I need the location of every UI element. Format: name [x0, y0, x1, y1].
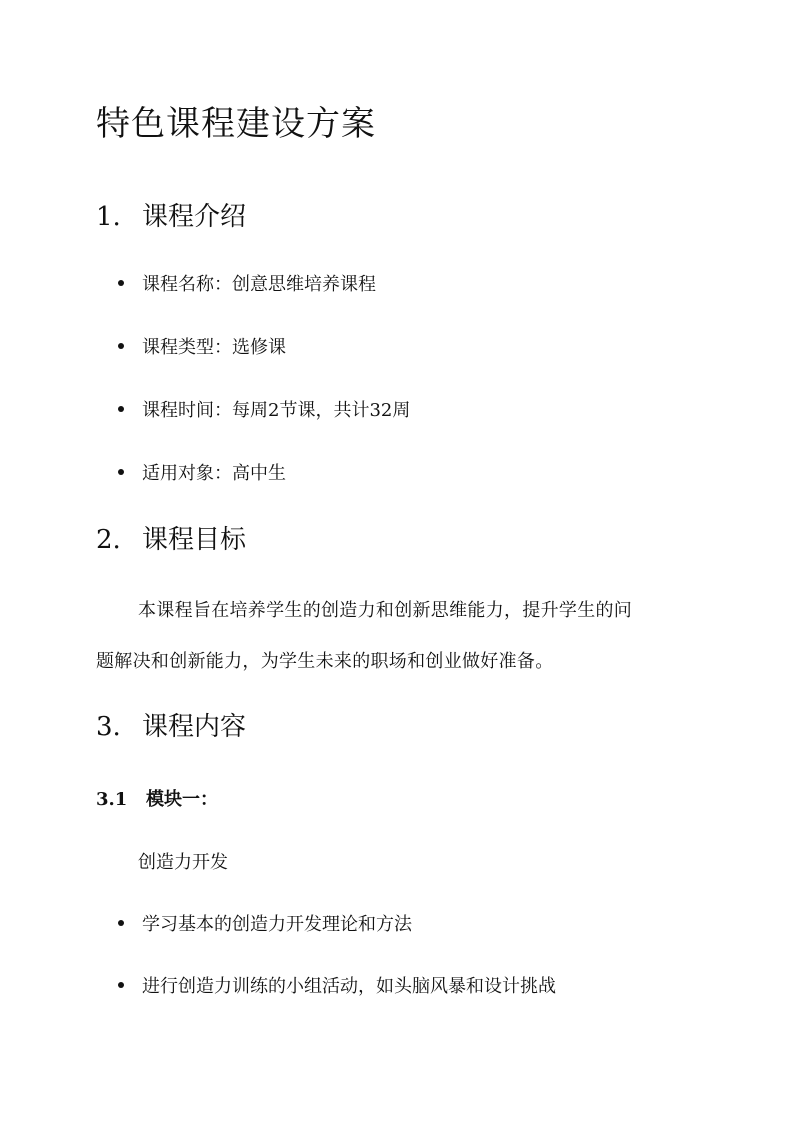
- list-item-text: 进行创造力训练的小组活动，如头脑风暴和设计挑战: [142, 976, 556, 997]
- bullet-dot: [118, 920, 124, 926]
- subsection-number: 3.1: [96, 789, 128, 810]
- list-item: [118, 333, 286, 359]
- bullet-dot: [118, 343, 124, 349]
- section-title: 课程介绍: [142, 202, 247, 232]
- bullet-dot: [118, 406, 124, 412]
- list-item: [118, 972, 556, 998]
- list-item-text: 适用对象：高中生: [142, 463, 286, 484]
- list-item-text: 课程类型：选修课: [142, 337, 286, 358]
- document-title: 特色课程建设方案: [96, 104, 376, 144]
- section-title: 课程内容: [142, 712, 247, 742]
- section-heading-1: [96, 196, 246, 233]
- subsection-heading: [96, 785, 218, 811]
- section-heading-2: [96, 519, 246, 556]
- section-heading-3: [96, 706, 246, 743]
- bullet-dot: [118, 469, 124, 475]
- list-item: [118, 910, 412, 936]
- list-item: [118, 396, 410, 422]
- subsection-title: 模块一：: [146, 789, 218, 810]
- paragraph-line: 题解决和创新能力，为学生未来的职场和创业做好准备。: [96, 651, 554, 672]
- list-item-text: 课程名称：创意思维培养课程: [142, 274, 376, 295]
- list-item-text: 课程时间：每周2节课，共计32周: [142, 400, 411, 421]
- list-item: [118, 459, 286, 485]
- bullet-dot: [118, 982, 124, 988]
- section-title: 课程目标: [142, 525, 247, 555]
- subsection-text: 创造力开发: [138, 852, 228, 873]
- section-number: 2.: [96, 525, 121, 555]
- section-number: 3.: [96, 712, 121, 742]
- bullet-dot: [118, 280, 124, 286]
- list-item-text: 学习基本的创造力开发理论和方法: [142, 914, 412, 935]
- list-item: [118, 270, 376, 296]
- section-number: 1.: [96, 202, 121, 232]
- paragraph-line: 本课程旨在培养学生的创造力和创新思维能力，提升学生的问: [138, 600, 633, 621]
